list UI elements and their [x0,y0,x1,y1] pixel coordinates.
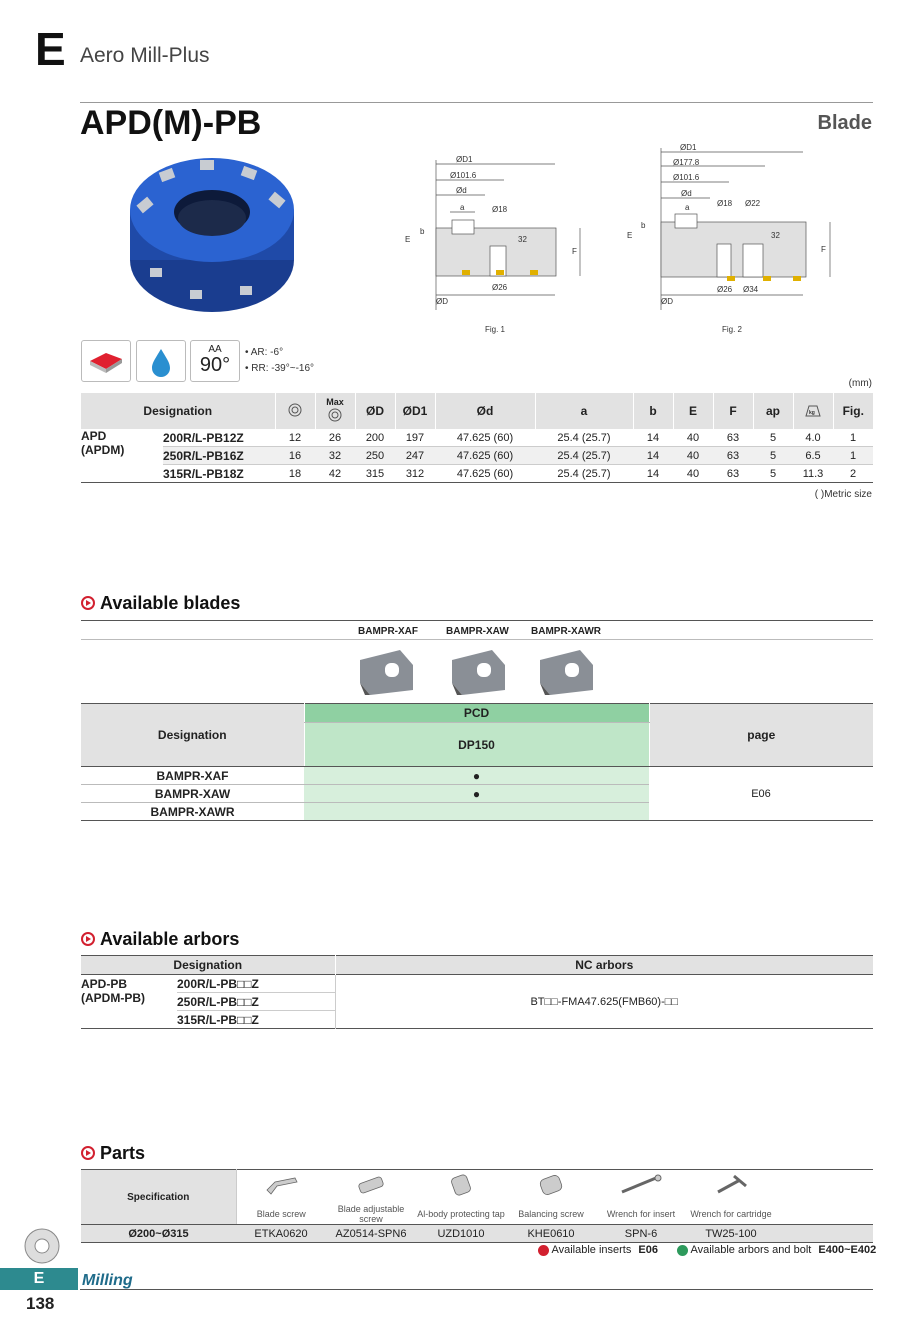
parts-table [81,1169,873,1243]
label-d26: Ø26 [492,283,508,292]
blade-row-mark [304,803,649,821]
row-name: 250R/L-PB16Z [163,447,275,465]
cell: 5 [753,447,793,465]
cell: 5 [753,465,793,483]
divider [81,639,873,640]
arbor-row-name: 250R/L-PB□□Z [177,993,335,1011]
cell: 14 [633,429,673,447]
cell: 26 [315,429,355,447]
figure-2-drawing [625,140,840,340]
parts-image-row [81,1170,873,1205]
th-teeth [275,393,315,429]
arrow-icon [81,596,95,610]
blade-row-name: BAMPR-XAWR [81,803,304,821]
cell: 2 [833,465,873,483]
parts-heading [81,1143,145,1164]
blade-name-3: BAMPR-XAWR [531,626,601,637]
approach-angle-icon [190,340,240,382]
blade-images [355,645,615,700]
label2-d177: Ø177.8 [673,158,700,167]
parts-code-row [81,1225,873,1243]
cell: 63 [713,447,753,465]
th-pcd: PCD [304,704,649,723]
group-name: APD [81,429,107,443]
arbor-group-name-2: (APDM-PB) [81,991,145,1005]
part-label: Blade adjustable screw [326,1204,416,1225]
cell: 14 [633,447,673,465]
label-32: 32 [518,235,527,244]
metric-note: ( )Metric size [814,489,872,500]
label2-a: a [685,203,690,212]
label-b: b [420,227,425,236]
th-d: Ød [435,393,535,429]
th-F: F [713,393,753,429]
blade-page-ref[interactable]: E06 [649,767,873,821]
blade-image-xawr [540,650,593,695]
th-b: b [633,393,673,429]
spec-row-3 [81,465,873,483]
th-weight [793,393,833,429]
blank-cell [776,1225,873,1243]
red-arrow-icon [538,1245,549,1256]
blade-row-mark: ● [304,767,649,785]
spec-row-1 [81,429,873,447]
teeth-icon [287,402,303,418]
part-code: TW25-100 [686,1225,776,1243]
divider [80,102,873,103]
arbor-group [81,975,177,1029]
blade-image-xaw [452,650,505,695]
fig-2-caption: Fig. 2 [722,325,743,334]
rake-rr: • RR: -39°~-16° [245,363,315,374]
blades-table [81,703,873,821]
group-cell [81,429,163,483]
category-label: Milling [82,1272,133,1289]
th-max-label: Max [326,396,344,407]
arbors-ref-page: E400~E402 [818,1244,877,1256]
nc-arbor-value: BT□□-FMA47.625(FMB60)-□□ [335,975,873,1029]
inserts-ref-label: Available inserts [551,1244,632,1256]
label2-F: F [821,245,826,254]
blade-row-1 [81,767,873,785]
arrow-icon [81,1146,95,1160]
blade-name-2: BAMPR-XAW [446,626,509,637]
section-name: Aero Mill-Plus [80,44,210,67]
cell: 25.4 (25.7) [535,447,633,465]
blade-image-xaf [360,650,413,695]
blank-cell [776,1170,873,1205]
part-label: Wrench for insert [596,1204,686,1225]
th-fig: Fig. [833,393,873,429]
label-d: Ød [456,186,467,195]
page-number: 138 [26,1294,55,1313]
th-D: ØD [355,393,395,429]
aa-value: 90° [199,354,231,376]
th-designation: Designation [81,956,335,975]
cutter-image [120,150,300,320]
cell: 1 [833,429,873,447]
fig-1-caption: Fig. 1 [485,325,506,334]
cell: 25.4 (25.7) [535,465,633,483]
aa-label: AA [208,344,222,355]
coolant-icon [136,340,186,382]
th-ap: ap [753,393,793,429]
cell: 40 [673,447,713,465]
label2-d101: Ø101.6 [673,173,700,182]
cell: 47.625 (60) [435,465,535,483]
label2-d: Ød [681,189,692,198]
arbors-ref[interactable] [677,1244,876,1256]
blade-screw-icon [236,1170,326,1205]
cell: 42 [315,465,355,483]
section-tab[interactable]: E [0,1268,78,1290]
arbor-row-1 [81,975,873,993]
cell: 40 [673,429,713,447]
product-type: Blade [817,112,872,134]
label-a: a [460,203,465,212]
th-E: E [673,393,713,429]
label-d101: Ø101.6 [450,171,477,180]
cell: 32 [315,447,355,465]
cell: 40 [673,465,713,483]
rake-ar: • AR: -6° [245,347,284,358]
cell: 63 [713,465,753,483]
th-spec: Specification [81,1170,236,1225]
cell: 11.3 [793,465,833,483]
spec-table [81,393,873,483]
arbor-row-name: 315R/L-PB□□Z [177,1012,259,1027]
footer-cutter-icon [22,1226,62,1266]
label2-D1: ØD1 [680,143,697,152]
row-name: 315R/L-PB18Z [163,465,275,483]
label-d18: Ø18 [492,205,508,214]
cell: 4.0 [793,429,833,447]
blade-row-mark: ● [304,785,649,803]
balancing-screw-icon [506,1170,596,1205]
part-code: UZD1010 [416,1225,506,1243]
blade-name-1: BAMPR-XAF [358,626,418,637]
th-page: page [649,704,873,767]
blades-title: Available blades [100,593,241,613]
protecting-tap-icon [416,1170,506,1205]
blank-cell [776,1204,873,1225]
part-code: SPN-6 [596,1225,686,1243]
adjustable-screw-icon [326,1170,416,1205]
label-D: ØD [436,297,448,306]
cartridge-wrench-icon [686,1170,776,1205]
page-title: APD(M)-PB [80,104,262,142]
cell: 197 [395,429,435,447]
part-code: ETKA0620 [236,1225,326,1243]
cell: 18 [275,465,315,483]
divider [81,620,873,621]
cell: 1 [833,447,873,465]
section-letter: E [35,23,66,75]
th-max [315,393,355,429]
weight-icon [802,402,824,418]
cell: 12 [275,429,315,447]
part-label: Wrench for cartridge [686,1204,776,1225]
group-name-2: (APDM) [81,443,125,457]
cell: 47.625 (60) [435,447,535,465]
footer-divider [80,1289,873,1290]
label2-D: ØD [661,297,673,306]
label-D1: ØD1 [456,155,473,164]
blade-row-name: BAMPR-XAF [81,767,304,785]
label2-d34: Ø34 [743,285,759,294]
parts-title: Parts [100,1143,146,1163]
arbors-title: Available arbors [100,929,240,949]
cell: 6.5 [793,447,833,465]
spec-size: Ø200~Ø315 [81,1225,236,1243]
cell: 5 [753,429,793,447]
label2-b: b [641,221,646,230]
arbor-group-name: APD-PB [81,977,128,991]
spec-row-2 [81,447,873,465]
arrow-icon [81,932,95,946]
blades-header-row [81,704,873,723]
cell: 25.4 (25.7) [535,429,633,447]
arbors-table [81,955,873,1029]
th-designation: Designation [81,393,275,429]
max-teeth-icon [327,407,343,423]
label-F: F [572,247,577,256]
cell: 63 [713,429,753,447]
green-arrow-icon [677,1245,688,1256]
part-label: Balancing screw [506,1204,596,1225]
cell: 315 [355,465,395,483]
unit-label: (mm) [848,378,872,389]
cell: 200 [355,429,395,447]
spec-header-row [81,393,873,429]
label2-E: E [627,231,633,240]
cell: 250 [355,447,395,465]
arbors-ref-label: Available arbors and bolt [690,1244,812,1256]
label2-d26: Ø26 [717,285,733,294]
label2-d22: Ø22 [745,199,761,208]
th-designation: Designation [81,704,304,767]
blade-row-name: BAMPR-XAW [81,785,304,803]
row-name: 200R/L-PB12Z [163,429,275,447]
inserts-ref-page: E06 [638,1244,658,1256]
material-icon [81,340,131,382]
th-D1: ØD1 [395,393,435,429]
blades-heading [81,593,240,614]
cell: 14 [633,465,673,483]
label2-32: 32 [771,231,780,240]
figure-1-drawing [400,150,590,340]
part-label: Al-body protecting tap [416,1204,506,1225]
th-nc: NC arbors [335,956,873,975]
arbors-heading [81,929,239,950]
cell: 16 [275,447,315,465]
cell: 312 [395,465,435,483]
th-a: a [535,393,633,429]
label2-d18: Ø18 [717,199,733,208]
cell: 247 [395,447,435,465]
arbors-header-row [81,956,873,975]
arbor-row-name: 200R/L-PB□□Z [177,975,335,993]
part-label: Blade screw [236,1204,326,1225]
th-grade: DP150 [304,723,649,767]
label-E: E [405,235,411,244]
insert-wrench-icon [596,1170,686,1205]
inserts-ref[interactable] [538,1244,658,1256]
part-code: AZ0514-SPN6 [326,1225,416,1243]
cell: 47.625 (60) [435,429,535,447]
part-code: KHE0610 [506,1225,596,1243]
weight-unit: kg [809,409,815,416]
